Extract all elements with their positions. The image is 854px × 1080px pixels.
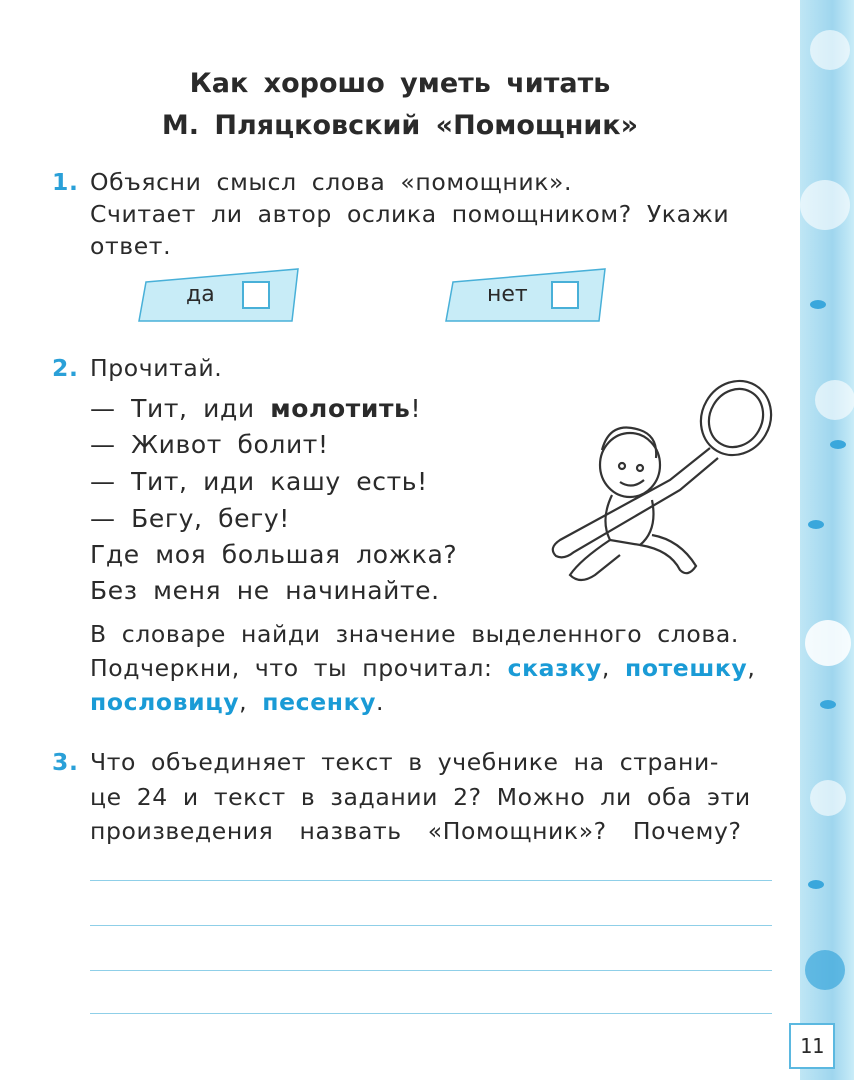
page-title: Как хорошо уметь читать (189, 68, 611, 99)
page-subtitle: М. Пляцковский «Помощник» (161, 110, 639, 141)
choice-skazka[interactable]: сказку (507, 654, 602, 682)
task-3-text: це 24 и текст в задании 2? Можно ли оба эти (90, 783, 751, 811)
page-number: 11 (789, 1023, 835, 1069)
answer-line[interactable] (90, 1013, 772, 1014)
task-2-intro: Прочитай. (90, 354, 223, 382)
choice-pesenka[interactable]: песенку (262, 688, 377, 716)
task-2-number: 2. (52, 354, 79, 382)
answer-no-checkbox[interactable] (551, 281, 579, 309)
poem-line: — Тит, иди кашу есть! (90, 467, 428, 496)
instruction-text: Подчеркни, что ты прочитал: (90, 654, 508, 682)
poem-text: ! (410, 394, 422, 423)
poem-line: Где моя большая ложка? (90, 540, 458, 569)
answer-line[interactable] (90, 880, 772, 881)
task-1-text: ответ. (90, 232, 172, 260)
task-2-instruction: В словаре найди значение выделенного слова. (90, 620, 739, 648)
answer-line[interactable] (90, 925, 772, 926)
task-3-text: произведения назвать «Помощник»? Почему? (90, 817, 742, 845)
answer-no[interactable] (445, 268, 607, 318)
task-2-instruction: пословицу, песенку. (90, 688, 385, 716)
boy-with-spoon-illustration (540, 370, 780, 600)
poem-line: — Живот болит! (90, 430, 329, 459)
poem-line: Без меня не начинайте. (90, 576, 440, 605)
task-1-text: Считает ли автор ослика помощником? Укажи (90, 200, 730, 228)
task-3-number: 3. (52, 748, 79, 776)
task-1-text: Объясни смысл слова «помощник». (90, 168, 573, 196)
choice-poteshka[interactable]: потешку (624, 654, 748, 682)
answer-yes-label: да (186, 282, 215, 307)
task-1-number: 1. (52, 168, 79, 196)
answer-line[interactable] (90, 970, 772, 971)
highlighted-word: молотить (270, 394, 411, 423)
poem-line: — Бегу, бегу! (90, 504, 290, 533)
answer-no-label: нет (487, 282, 528, 307)
poem-text: — Тит, иди (90, 394, 271, 423)
answer-yes-checkbox[interactable] (242, 281, 270, 309)
answer-yes[interactable] (138, 268, 300, 318)
choice-poslovitsa[interactable]: пословицу (90, 688, 240, 716)
decorative-floral-strip (800, 0, 854, 1080)
task-3-text: Что объединяет текст в учебнике на страни- (90, 748, 719, 776)
poem-line (90, 394, 421, 423)
task-2-instruction: Подчеркни, что ты прочитал: сказку, потешку, (90, 654, 756, 682)
